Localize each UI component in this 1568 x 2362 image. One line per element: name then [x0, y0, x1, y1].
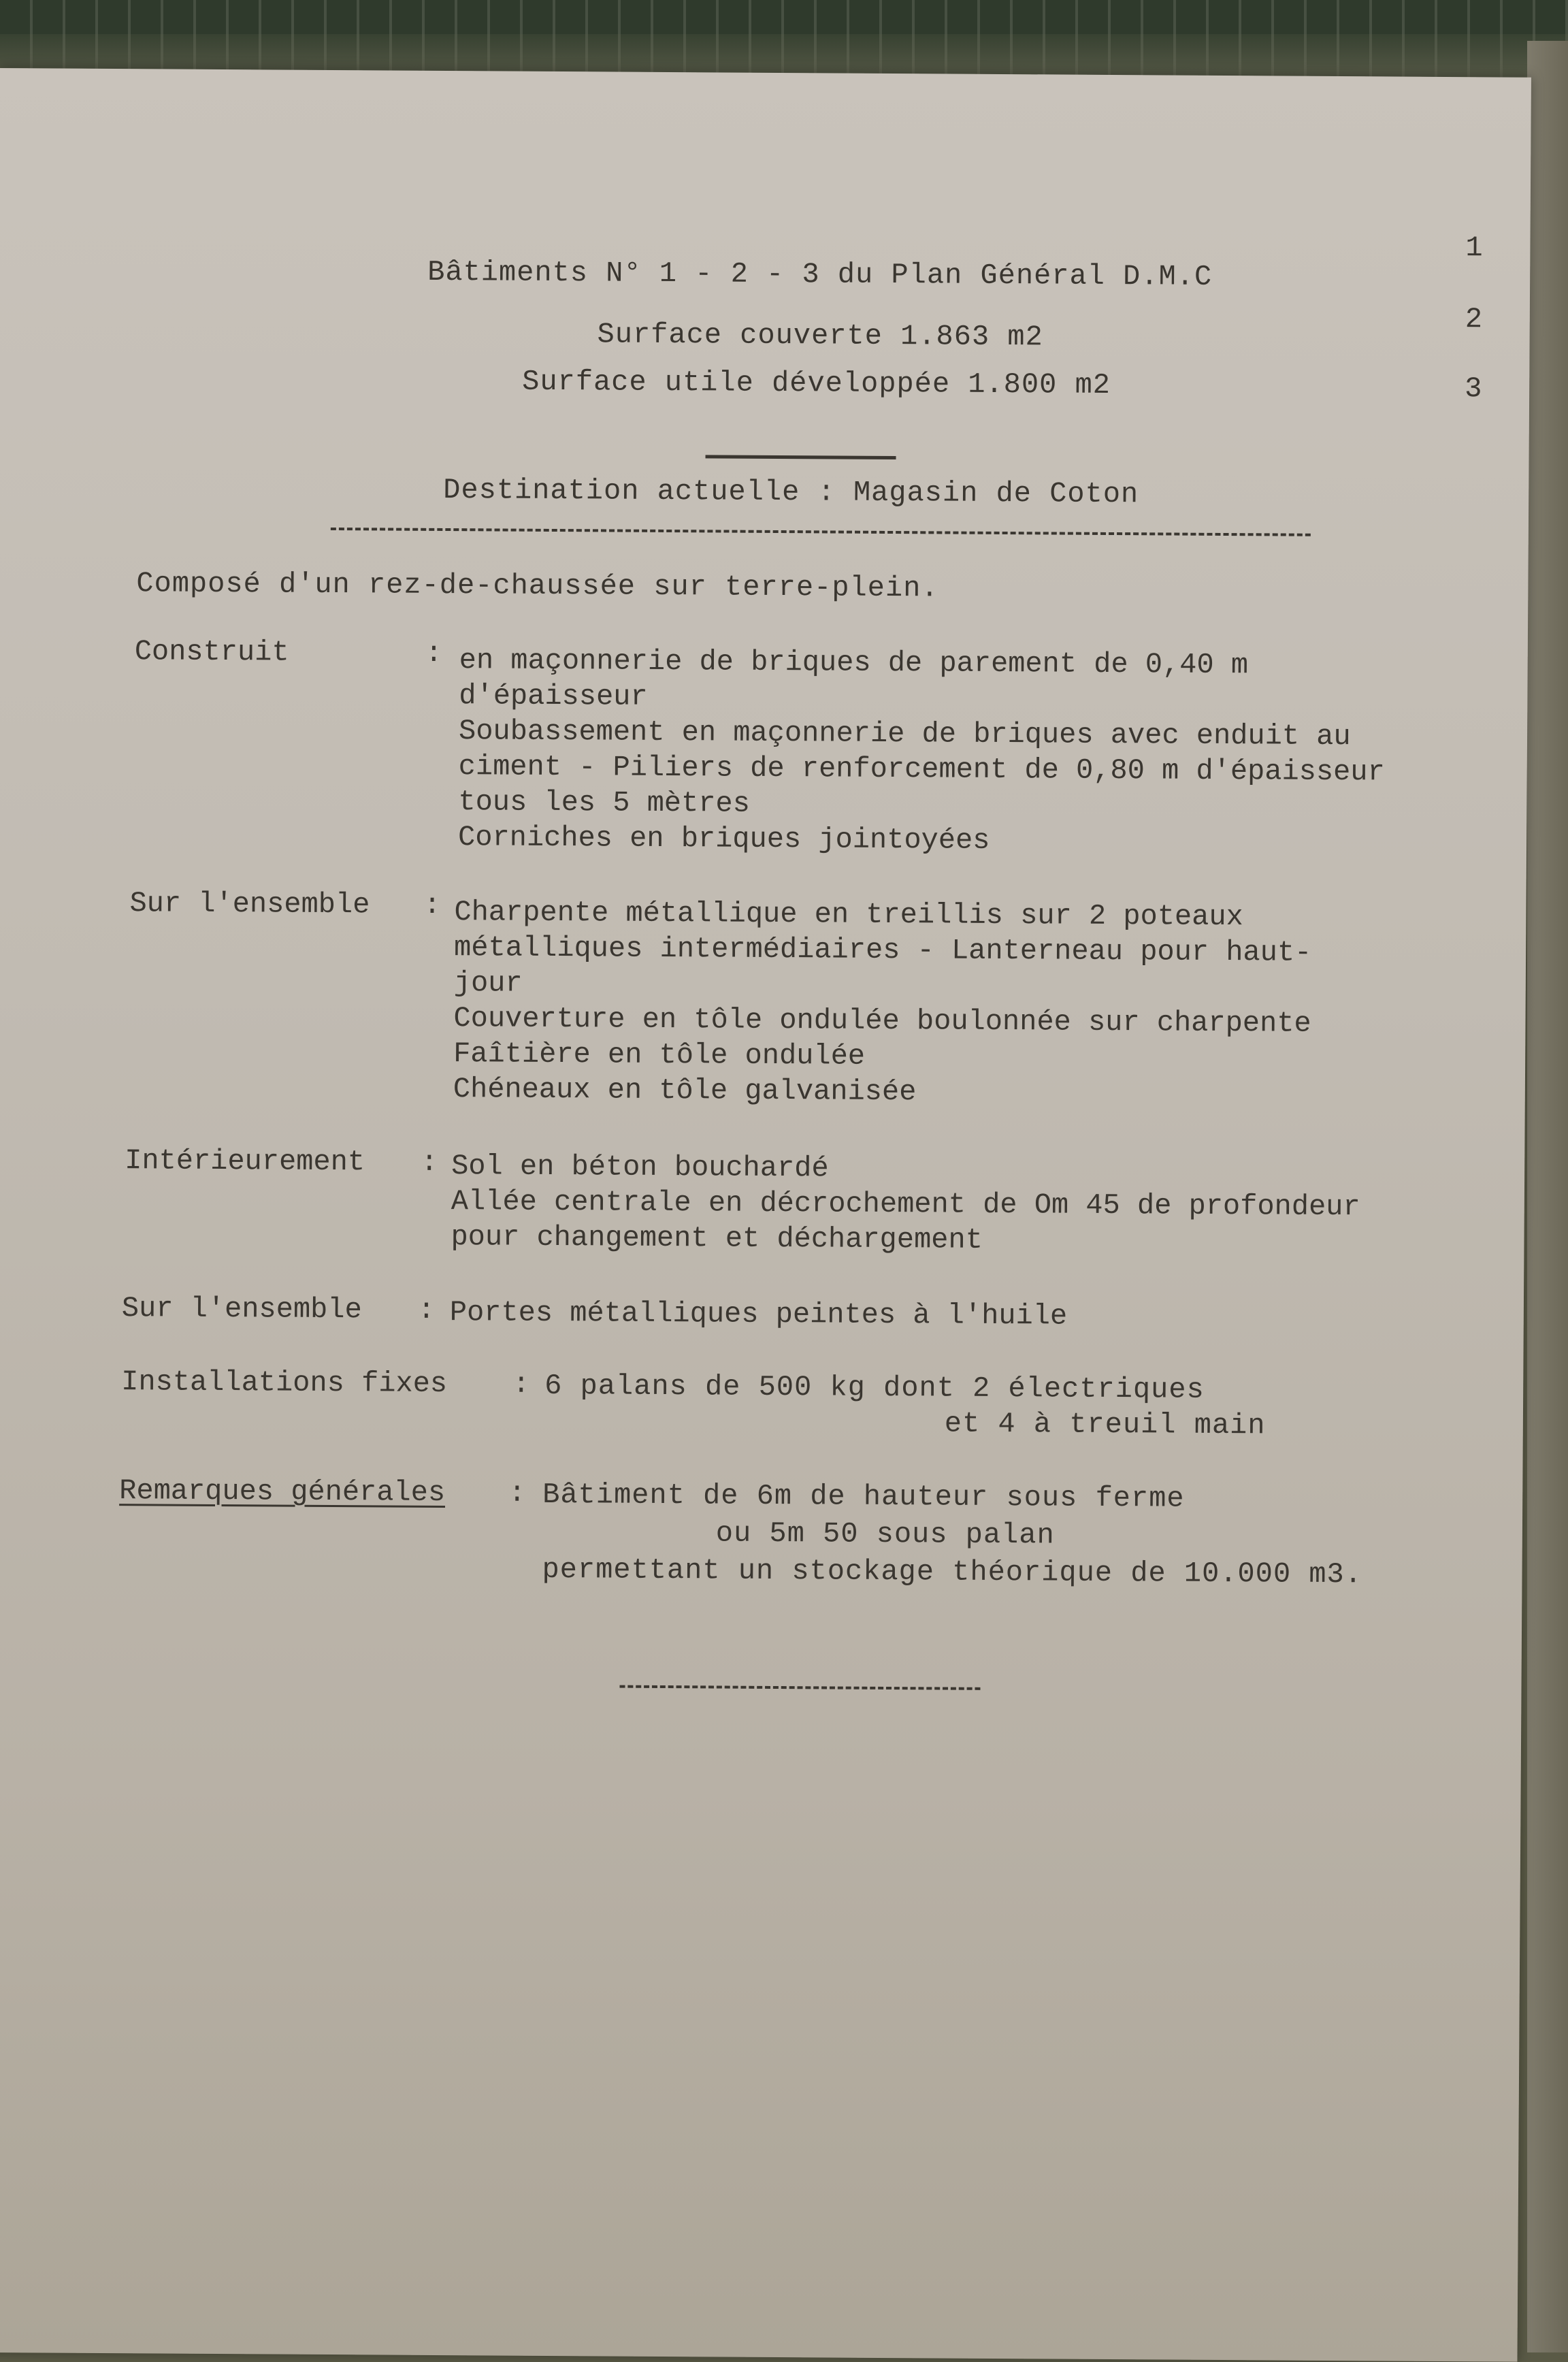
body-line: Soubassement en maçonnerie de briques avec enduit au — [458, 715, 1351, 754]
section-colon: : — [423, 888, 441, 922]
closing-dashed-rule — [619, 1685, 980, 1690]
header-surface-utile: Surface utile développée 1.800 m2 — [522, 365, 1111, 402]
header-buildings: Bâtiments N° 1 - 2 - 3 du Plan Général D.M.C — [427, 255, 1213, 293]
section-colon: : — [425, 636, 443, 670]
remarques-colon: : — [508, 1476, 526, 1510]
body-line: en maçonnerie de briques de parement de 0,40 m — [459, 644, 1249, 682]
body-line: Portes métalliques peintes à l'huile — [449, 1296, 1068, 1333]
document-page — [0, 68, 1531, 2362]
body-line: Faîtière en tôle ondulée — [453, 1037, 866, 1073]
body-line: tous les 5 mètres — [458, 786, 751, 820]
section-body-sur-ensemble-2 — [450, 1295, 1068, 1334]
section-body-construit — [458, 643, 1386, 860]
installations-line-2: et 4 à treuil main — [944, 1407, 1266, 1442]
page-stack-edge — [1527, 41, 1568, 2352]
remarques-line-3: permettant un stockage théorique de 10.000 m3. — [542, 1553, 1363, 1591]
body-line: Charpente métallique en treillis sur 2 poteaux — [454, 896, 1243, 934]
body-line: Couverture en tôle ondulée boulonnée sur charpente — [453, 1002, 1311, 1040]
body-line: Corniches en briques jointoyées — [457, 821, 990, 857]
destination-dashed-rule — [331, 528, 1311, 536]
intro-line: Composé d'un rez-de-chaussée sur terre-plein. — [136, 567, 939, 605]
section-colon: : — [421, 1146, 438, 1179]
margin-number-1: 1 — [1465, 231, 1483, 265]
header-rule — [706, 455, 896, 459]
body-line: Allée centrale en décrochement de Om 45 de profondeur — [451, 1185, 1360, 1224]
body-line: Chéneaux en tôle galvanisée — [453, 1073, 917, 1109]
section-label-interieurement: Intérieurement — [125, 1144, 365, 1179]
destination-line: Destination actuelle : Magasin de Coton — [443, 473, 1139, 511]
installations-label: Installations fixes — [121, 1365, 448, 1401]
margin-number-2: 2 — [1465, 303, 1483, 336]
section-body-interieurement — [451, 1148, 1360, 1260]
body-line: métalliques intermédiaires - Lanterneau pour haut- — [453, 931, 1312, 969]
section-label-construit: Construit — [134, 635, 289, 669]
margin-number-3: 3 — [1465, 372, 1482, 406]
body-line: Sol en béton bouchardé — [451, 1150, 829, 1185]
body-line: jour — [453, 967, 523, 1000]
header-surface-couverte: Surface couverte 1.863 m2 — [597, 318, 1043, 354]
section-colon: : — [417, 1293, 436, 1327]
body-line: d'épaisseur — [459, 679, 648, 713]
remarques-line-2: ou 5m 50 sous palan — [715, 1517, 1055, 1552]
section-label-sur-ensemble: Sur l'ensemble — [129, 887, 370, 922]
remarques-line-1: Bâtiment de 6m de hauteur sous ferme — [542, 1478, 1185, 1515]
remarques-label: Remarques générales — [119, 1474, 446, 1510]
installations-line-1: 6 palans de 500 kg dont 2 électriques — [544, 1369, 1205, 1406]
body-line: ciment - Piliers de renforcement de 0,80 m d'épaisseur — [458, 750, 1385, 789]
body-line: pour changement et déchargement — [451, 1220, 983, 1257]
section-label-sur-ensemble-2: Sur l'ensemble — [121, 1292, 362, 1327]
installations-colon: : — [512, 1368, 530, 1401]
section-body-sur-ensemble — [453, 894, 1312, 1112]
